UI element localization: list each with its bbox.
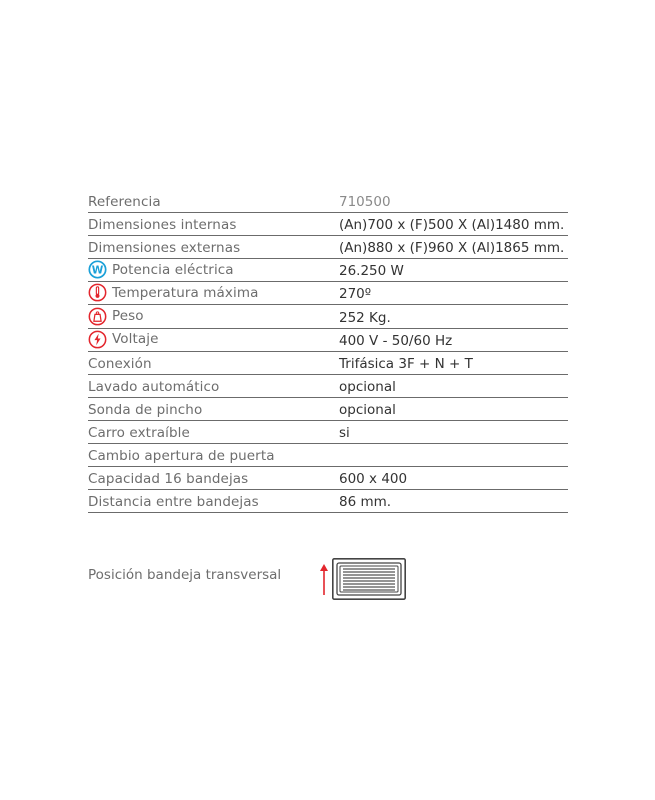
spec-label: Voltaje xyxy=(112,331,159,348)
spec-row-lavado xyxy=(88,375,568,398)
spec-label: Potencia eléctrica xyxy=(112,261,234,278)
spec-value: 252 Kg. xyxy=(339,309,391,326)
spec-label: Peso xyxy=(112,308,144,325)
tray-position xyxy=(88,558,418,602)
lightning-icon xyxy=(88,330,107,349)
spec-value: 600 x 400 xyxy=(339,471,408,488)
spec-row-sonda xyxy=(88,398,568,421)
spec-label: Lavado automático xyxy=(88,378,220,395)
spec-row-distancia xyxy=(88,490,568,513)
spec-label: Sonda de pincho xyxy=(88,401,203,418)
tray-position-label: Posición bandeja transversal xyxy=(88,567,282,583)
power-w-icon xyxy=(88,260,107,279)
spec-label: Distancia entre bandejas xyxy=(88,494,259,511)
spec-value: 26.250 W xyxy=(339,263,404,280)
spec-label: Cambio apertura de puerta xyxy=(88,448,275,465)
spec-row-carro xyxy=(88,421,568,444)
spec-row-capacidad xyxy=(88,467,568,490)
spec-label: Dimensiones externas xyxy=(88,240,241,257)
spec-row-conexion xyxy=(88,352,568,375)
spec-row-potencia xyxy=(88,259,568,282)
spec-value: (An)700 x (F)500 X (Al)1480 mm. xyxy=(339,217,565,234)
spec-label: Dimensiones internas xyxy=(88,217,237,234)
spec-row-referencia xyxy=(88,190,568,213)
spec-value: opcional xyxy=(339,378,396,395)
thermometer-icon xyxy=(88,283,107,302)
spec-value: 400 V - 50/60 Hz xyxy=(339,332,453,349)
spec-row-cambio-puerta xyxy=(88,444,568,467)
spec-row-dimensiones-internas xyxy=(88,213,568,236)
weight-icon xyxy=(88,307,107,326)
spec-value: Trifásica 3F + N + T xyxy=(339,355,473,372)
spec-value: opcional xyxy=(339,401,396,418)
spec-label: Capacidad 16 bandejas xyxy=(88,471,249,488)
spec-row-dimensiones-externas xyxy=(88,236,568,259)
spec-value: si xyxy=(339,425,350,442)
spec-row-voltaje xyxy=(88,329,568,352)
spec-label: Carro extraíble xyxy=(88,425,190,442)
spec-value: 270º xyxy=(339,286,372,303)
spec-value: (An)880 x (F)960 X (Al)1865 mm. xyxy=(339,240,565,257)
spec-value: 710500 xyxy=(339,194,391,211)
svg-text:W: W xyxy=(91,264,104,277)
spec-row-peso xyxy=(88,305,568,328)
spec-value: 86 mm. xyxy=(339,494,392,511)
spec-label: Referencia xyxy=(88,194,161,211)
spec-label: Temperatura máxima xyxy=(112,284,259,301)
up-arrow-icon xyxy=(319,562,329,596)
spec-label: Conexión xyxy=(88,355,152,372)
spec-row-temperatura xyxy=(88,282,568,305)
spec-table xyxy=(88,190,568,513)
tray-transversal-icon xyxy=(332,558,406,600)
